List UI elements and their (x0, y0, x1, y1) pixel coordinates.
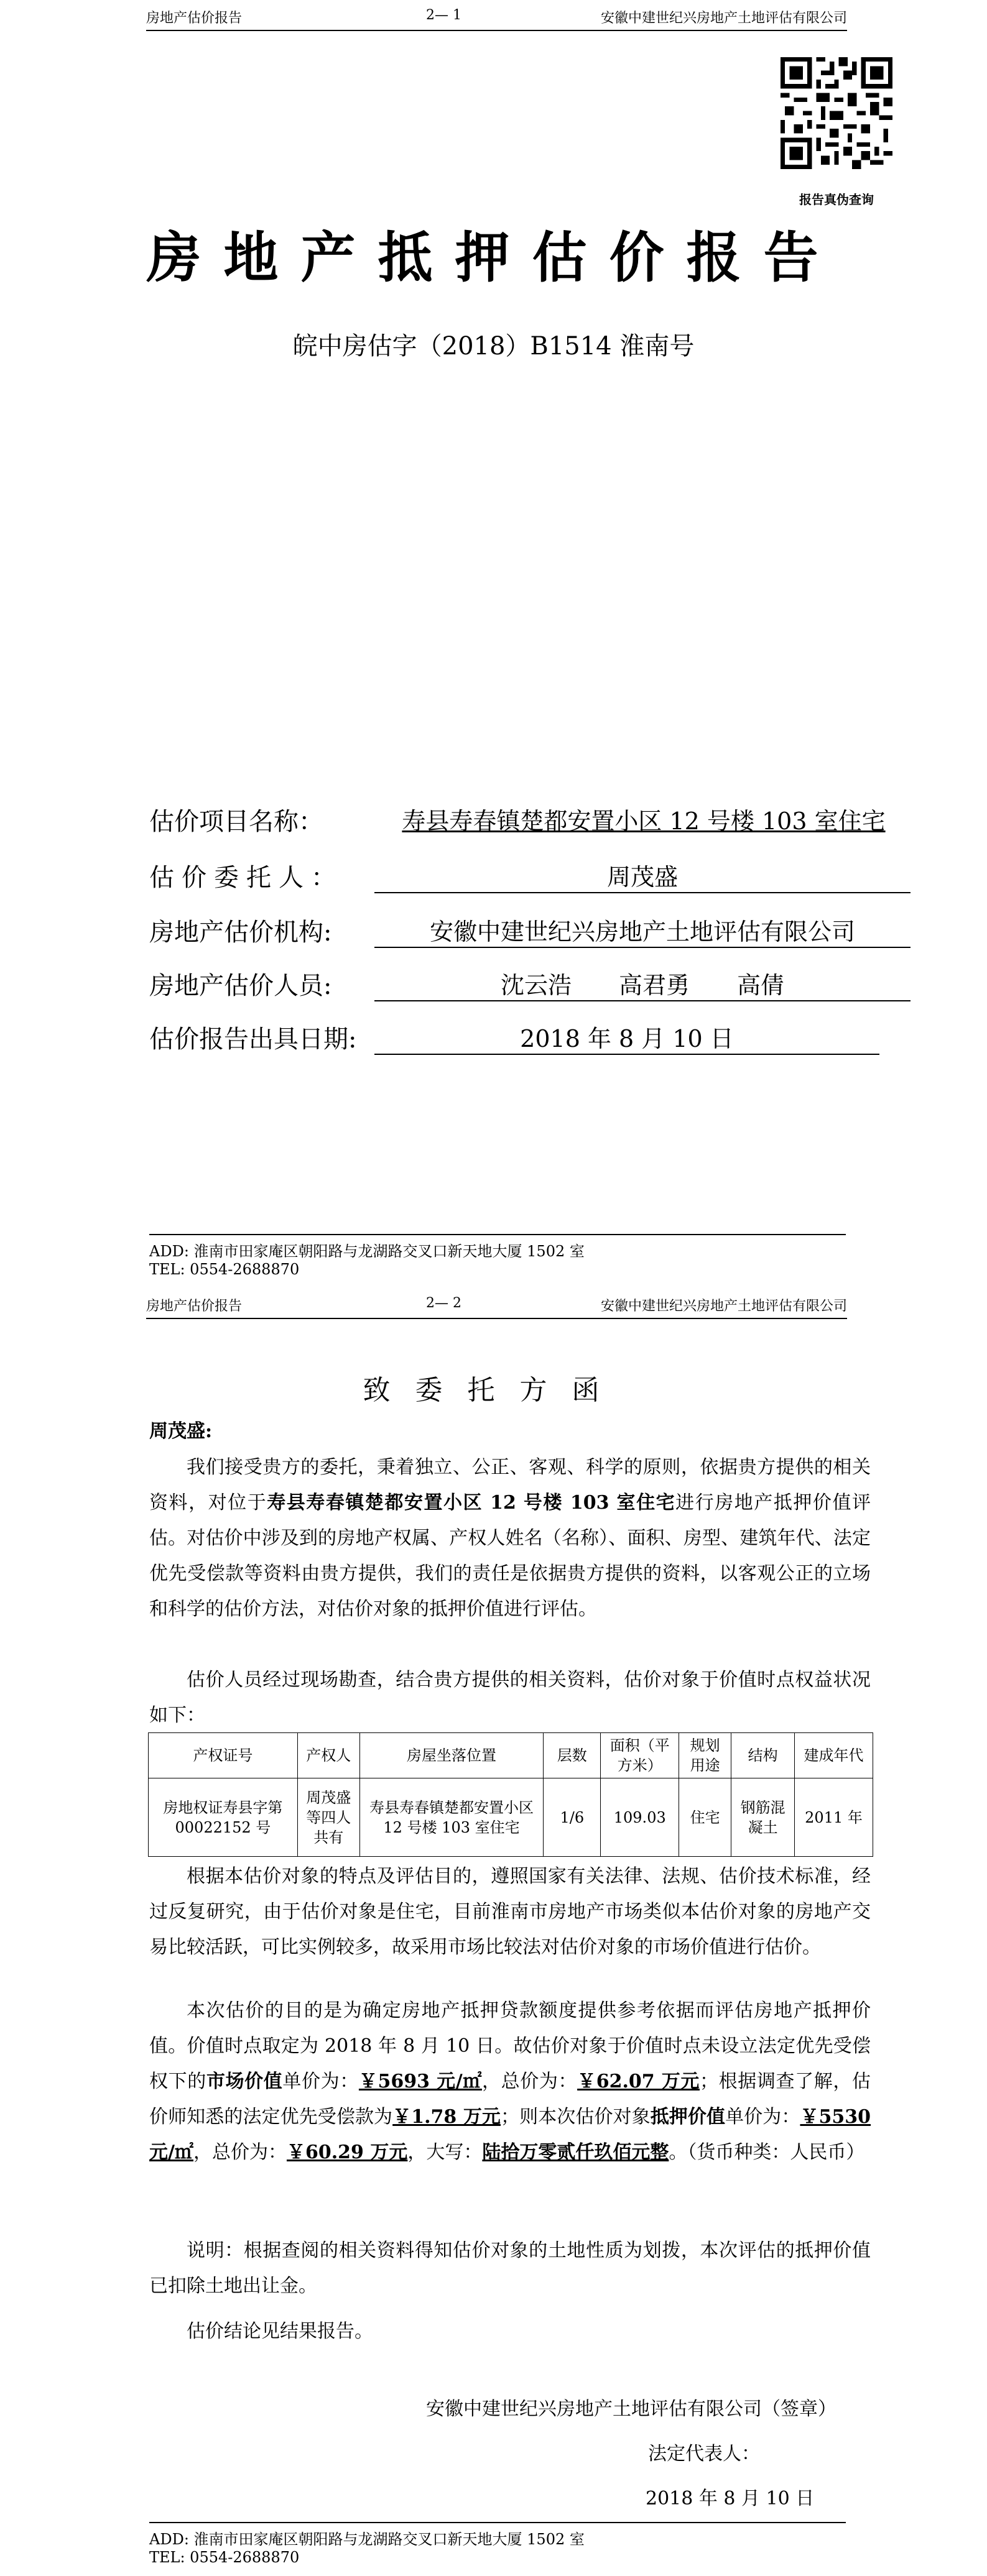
table-row (149, 1778, 873, 1857)
table-cell: 周茂盛等四人共有 (297, 1778, 359, 1857)
text: ；根据调查了解，估价师知悉的法定优先受偿款为 (149, 2071, 871, 2128)
table-header-row (149, 1733, 873, 1778)
text: 单价为： (725, 2106, 800, 2128)
field-label: 估价报告出具日期: (149, 1025, 357, 1054)
paragraph-survey: 估价人员经过现场勘查，结合贵方提供的相关资料，估价对象于价值时点权益状况如下： (149, 1669, 871, 1726)
letter-title: 致委托方函 (363, 1374, 624, 1406)
market-unit-price: ￥5693 元/㎡ (358, 2071, 482, 2092)
header-left-text: 房地产估价报告 (146, 11, 243, 26)
report-reference-number: 皖中房估字（2018）B1514 淮南号 (292, 332, 695, 361)
signature-date: 2018 年 8 月 10 日 (646, 2488, 815, 2509)
signature-company: 安徽中建世纪兴房地产土地评估有限公司（签章） (426, 2398, 836, 2420)
table-cell: 109.03 (601, 1778, 679, 1857)
page-header (146, 0, 847, 31)
text: ，总价为： (193, 2141, 287, 2163)
market-total-price: ￥62.07 万元 (577, 2071, 700, 2092)
field-label: 房地产估价机构: (149, 918, 332, 947)
column-header: 面积（平方米） (601, 1733, 679, 1778)
field-value: 安徽中建世纪兴房地产土地评估有限公司 (374, 913, 911, 948)
paragraph-conclusion: 估价结论见结果报告。 (187, 2321, 373, 2342)
header-company-name: 安徽中建世纪兴房地产土地评估有限公司 (600, 11, 847, 26)
text: 进行房地产抵押价值评估。对估价中涉及到的房地产权属、产权人姓名（名称）、面积、房型、建筑年代、法定优先受偿款等资料由贵方提供，我们的责任是依据贵方提供的资料，以客观公正的立场和科学的估价方法，对估价对象的抵押价值进行评估。 (149, 1492, 871, 1620)
table-cell: 钢筋混凝土 (731, 1778, 795, 1857)
text: ，总价为： (481, 2071, 578, 2092)
paragraph-method: 根据本估价对象的特点及评估目的，遵照国家有关法律、法规、估价技术标准，经过反复研究，由于估价对象是住宅，目前淮南市房地产市场类似本估价对象的房地产交易比较活跃，可比实例较多，故采用市场比较法对估价对象的市场价值进行估价。 (149, 1865, 871, 1958)
column-header: 房屋坐落位置 (359, 1733, 544, 1778)
property-address: 寿县寿春镇楚都安置小区 12 号楼 103 室住宅 (267, 1492, 676, 1514)
field-label: 估价项目名称： (149, 807, 323, 836)
paragraph-intro (149, 1450, 871, 1627)
header-page-number: 2— 1 (426, 7, 461, 23)
header-company-name: 安徽中建世纪兴房地产土地评估有限公司 (600, 1299, 847, 1314)
field-label: 估价委托人： (149, 863, 343, 892)
footer-phone: TEL: 0554-2688870 (149, 2549, 300, 2566)
table-cell: 寿县寿春镇楚都安置小区 12 号楼 103 室住宅 (359, 1778, 544, 1857)
footer-address: ADD: 淮南市田家庵区朝阳路与龙湖路交叉口新天地大厦 1502 室 (149, 1243, 585, 1260)
field-value: 周茂盛 (374, 858, 911, 893)
column-header: 产权人 (297, 1733, 359, 1778)
qr-code-icon[interactable] (781, 57, 892, 169)
mortgage-total-price: ￥60.29 万元 (286, 2141, 408, 2163)
mortgage-total-in-words: 陆拾万零贰仟玖佰元整 (482, 2141, 669, 2163)
mortgage-unit-price: ￥5530 元/㎡ (149, 2106, 871, 2163)
paragraph-valuation (149, 1993, 871, 2170)
column-header: 层数 (544, 1733, 601, 1778)
table-cell: 1/6 (544, 1778, 601, 1857)
letter-salutation: 周茂盛: (149, 1420, 213, 1442)
text: 我们接受贵方的委托，秉着独立、公正、客观、科学的原则，依据贵方提供的相关资料，对位于 (149, 1456, 871, 1514)
priority-claim-amount: ￥1.78 万元 (392, 2106, 501, 2128)
table-cell: 房地权证寿县字第 00022152 号 (149, 1778, 298, 1857)
text: 单价为： (282, 2071, 359, 2092)
paragraph-note: 说明：根据查阅的相关资料得知估价对象的土地性质为划拨，本次评估的抵押价值已扣除土地出让金。 (149, 2240, 871, 2297)
report-title: 房地产抵押估价报告 (146, 226, 841, 290)
header-page-number: 2— 2 (426, 1295, 461, 1311)
text: ；则本次估价对象 (501, 2106, 651, 2128)
text: 。（货币种类：人民币） (669, 2141, 865, 2163)
footer-divider (149, 1234, 846, 1235)
footer-divider (149, 2522, 846, 2523)
field-value: 2018 年 8 月 10 日 (374, 1019, 879, 1055)
text: ，大写： (407, 2141, 483, 2163)
letter-page (0, 1288, 987, 2576)
property-table (148, 1732, 873, 1857)
page-header (146, 1288, 847, 1319)
table-cell: 2011 年 (795, 1778, 873, 1857)
column-header: 产权证号 (149, 1733, 298, 1778)
footer-phone: TEL: 0554-2688870 (149, 1261, 300, 1278)
qr-caption: 报告真伪查询 (799, 192, 874, 207)
table-cell: 住宅 (679, 1778, 731, 1857)
field-label: 房地产估价人员: (149, 972, 332, 1000)
column-header: 结构 (731, 1733, 795, 1778)
mortgage-value-label: 抵押价值 (650, 2106, 726, 2128)
field-value: 寿县寿春镇楚都安置小区 12 号楼 103 室住宅 (402, 807, 886, 835)
market-value-label: 市场价值 (206, 2071, 283, 2092)
signature-representative: 法定代表人： (648, 2443, 760, 2465)
footer-address: ADD: 淮南市田家庵区朝阳路与龙湖路交叉口新天地大厦 1502 室 (149, 2531, 585, 2548)
column-header: 规划用途 (679, 1733, 731, 1778)
text: 本次估价的目的是为确定房地产抵押贷款额度提供参考依据而评估房地产抵押价值。价值时点取定为 2018 年 8 月 10 日。故估价对象于价值时点未设立法定优先受偿权下的 (149, 2000, 871, 2092)
column-header: 建成年代 (795, 1733, 873, 1778)
header-left-text: 房地产估价报告 (146, 1299, 243, 1314)
field-value: 沈云浩 高君勇 高倩 (374, 966, 911, 1001)
